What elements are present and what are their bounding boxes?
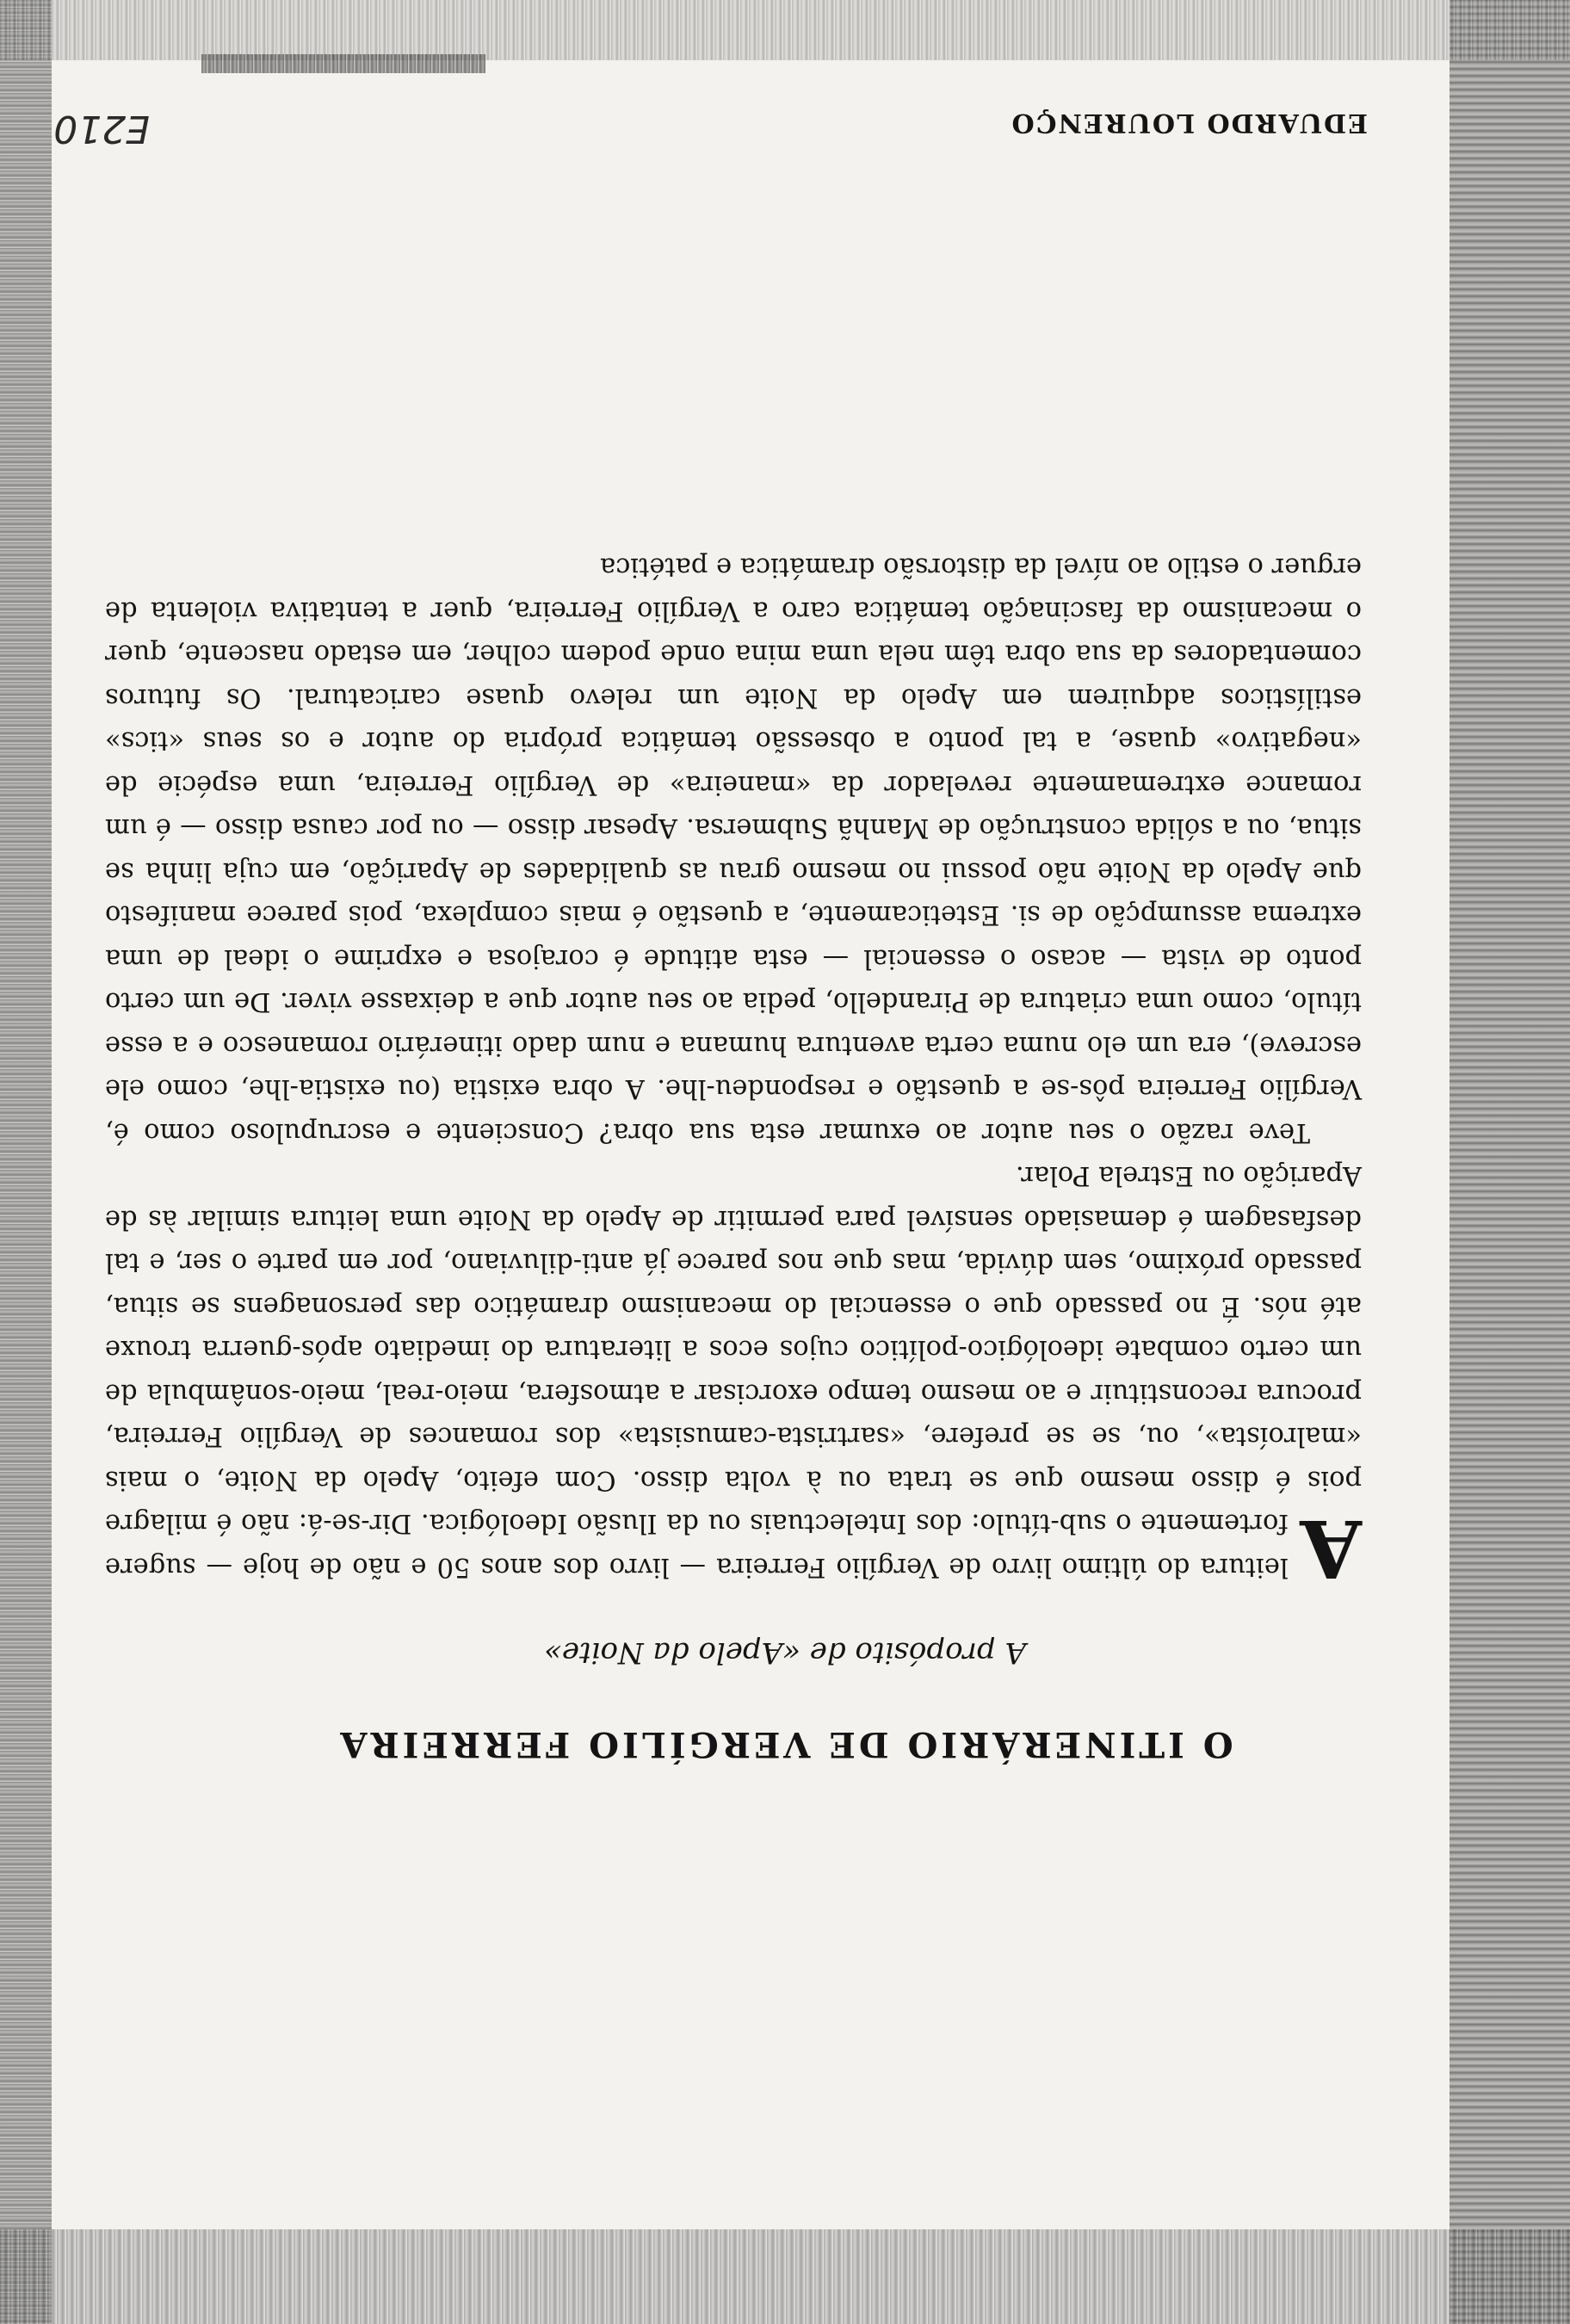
article-subtitle: A propósito de «Apelo da Noite»	[544, 1635, 1026, 1670]
article-body	[105, 545, 1362, 1595]
paragraph-1	[105, 1153, 1362, 1595]
article-title: O ITINERÁRIO DE VERGÍLIO FERREIRA	[337, 1724, 1233, 1765]
drop-cap: A	[1300, 1502, 1362, 1595]
author-signature: EDUARDO LOURENÇO	[1010, 108, 1368, 138]
paragraph-1-text: leitura do último livro de Vergílio Ferreira — livro dos anos 50 e não de hoje — sugere fortemente o sub-título: dos Intelectuais ou da Ilusão Ideológica. Dir-se-á: não é milagre pois é disso mesmo que se trata ou à volta disso. Com efeito, Apelo da Noite, o mais «malroísta», ou, se se prefere, «sartrista-camusista» dos romances de Vergílio Ferreira, procura reconstituir e ao mesmo tempo exorcisar a atmosfera, meio-real, meio-sonâmbula de um certo combate ideológico-político cujos ecos a literatura do imediato após-guerra trouxe até nós. É no passado que o essencial do mecanismo dramático das personagens se situa, passado próximo, sem dúvida, mas que nos parece já anti-diluviano, por em parte o ser, e tal desfasagem é demasiado sensível para permitir de Apelo da Noite uma leitura similar às de Aparição ou Estrela Polar.	[105, 1160, 1362, 1582]
archive-stamp	[201, 54, 485, 73]
paragraph-2: Teve razão o seu autor ao exumar esta sua obra? Consciente e escrupuloso como é, Vergílio Ferreira pôs-se a questão e respondeu-lhe. A obra existia (ou existia-lhe, como ele escreve), era um elo numa certa aventura humana e num dado itinerário romanesco e a esse título, como uma criatura de Pirandello, pedia ao seu autor que a deixasse viver. De um certo ponto de vista — acaso o essencial — esta atitude é corajosa e exprime o ideal de uma extrema assumpção de si. Esteticamente, a questão é mais complexa, pois parece manifesto que Apelo da Noite não possui no mesmo grau as qualidades de Aparição, em cuja linha se situa, ou a sólida construção de Manhã Submersa. Apesar disso — ou por causa disso — é um romance extremamente revelador da «maneira» de Vergílio Ferreira, uma espécie de «negativo» quase, a tal ponto a obsessão temática própria do autor e os seus «tics» estilísticos adquirem em Apelo da Noite um relevo quase caricatural. Os futuros comentadores da sua obra têm nela uma mina onde podem colher, em estado nascente, quer o mecanismo da fascinação temática caro a Vergílio Ferreira, quer a tentativa violenta de erguer o estilo ao nível da distorsão dramática e patética	[105, 552, 1362, 1147]
handwritten-ref-code: E210	[53, 107, 150, 151]
